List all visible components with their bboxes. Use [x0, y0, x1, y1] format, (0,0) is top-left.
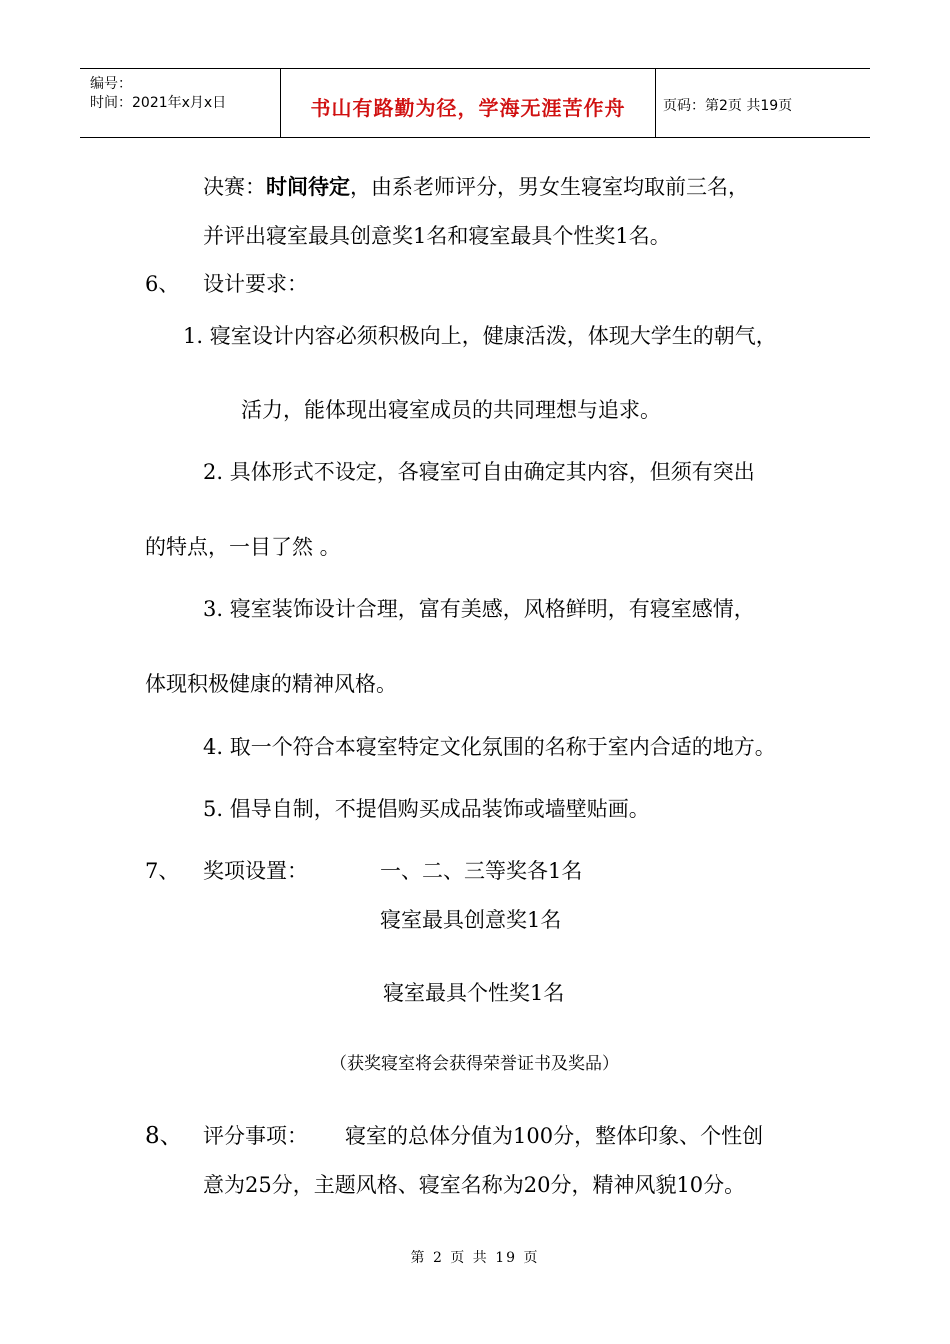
final-rest-text: ，由系老师评分，男女生寝室均取前三名，: [350, 175, 749, 199]
header-motto-cell: [280, 69, 656, 137]
requirement-1-line-1: 1. 寝室设计内容必须积极向上，健康活泼，体现大学生的朝气，: [183, 324, 777, 348]
page-header: [80, 68, 870, 138]
final-round-line: [203, 173, 749, 201]
section-8-title: 评分事项：: [203, 1124, 308, 1148]
requirement-2-line-2: 的特点，一目了然 。: [145, 535, 341, 559]
page-footer: 第 2 页 共 19 页: [410, 1250, 540, 1266]
award-note: （获奖寝室将会获得荣誉证书及奖品）: [330, 1054, 619, 1074]
final-bold-text: 时间待定: [266, 174, 350, 199]
document-number-label: 编号：: [90, 76, 132, 92]
section-8-text-2: 意为25分，主题风格、寝室名称为20分，精神风貌10分。: [203, 1173, 746, 1197]
section-8-text-1: 寝室的总体分值为100分，整体印象、个性创: [345, 1124, 764, 1148]
header-page-cell: [655, 69, 870, 137]
header-page-number: 页码：第2页 共19页: [663, 98, 793, 114]
award-2: 寝室最具创意奖1名: [380, 908, 562, 932]
section-8-number: 8、: [145, 1123, 183, 1149]
final-round-line-2: 并评出寝室最具创意奖1名和寝室最具个性奖1名。: [203, 224, 671, 248]
requirement-5: 5. 倡导自制，不提倡购买成品装饰或墙壁贴画。: [203, 797, 650, 821]
requirement-3-line-1: 3. 寝室装饰设计合理，富有美感，风格鲜明，有寝室感情，: [203, 597, 755, 621]
requirement-4: 4. 取一个符合本寝室特定文化氛围的名称于室内合适的地方。: [203, 735, 776, 759]
section-7-title: 奖项设置：: [203, 859, 308, 883]
requirement-2-line-1: 2. 具体形式不设定，各寝室可自由确定其内容，但须有突出: [203, 460, 755, 484]
requirement-1-line-2: 活力，能体现出寝室成员的共同理想与追求。: [241, 398, 661, 422]
document-date-label: 时间：2021年x月x日: [90, 95, 227, 111]
section-6-title: 设计要求：: [203, 272, 308, 296]
award-3: 寝室最具个性奖1名: [383, 981, 565, 1005]
header-motto: 书山有路勤为径，学海无涯苦作舟: [310, 96, 626, 120]
section-7-number: 7、: [145, 859, 180, 883]
final-prefix: 决赛：: [203, 175, 266, 199]
section-6-number: 6、: [145, 272, 180, 296]
award-1: 一、二、三等奖各1名: [380, 859, 583, 883]
requirement-3-line-2: 体现积极健康的精神风格。: [145, 672, 397, 696]
header-left-cell: [80, 69, 280, 137]
